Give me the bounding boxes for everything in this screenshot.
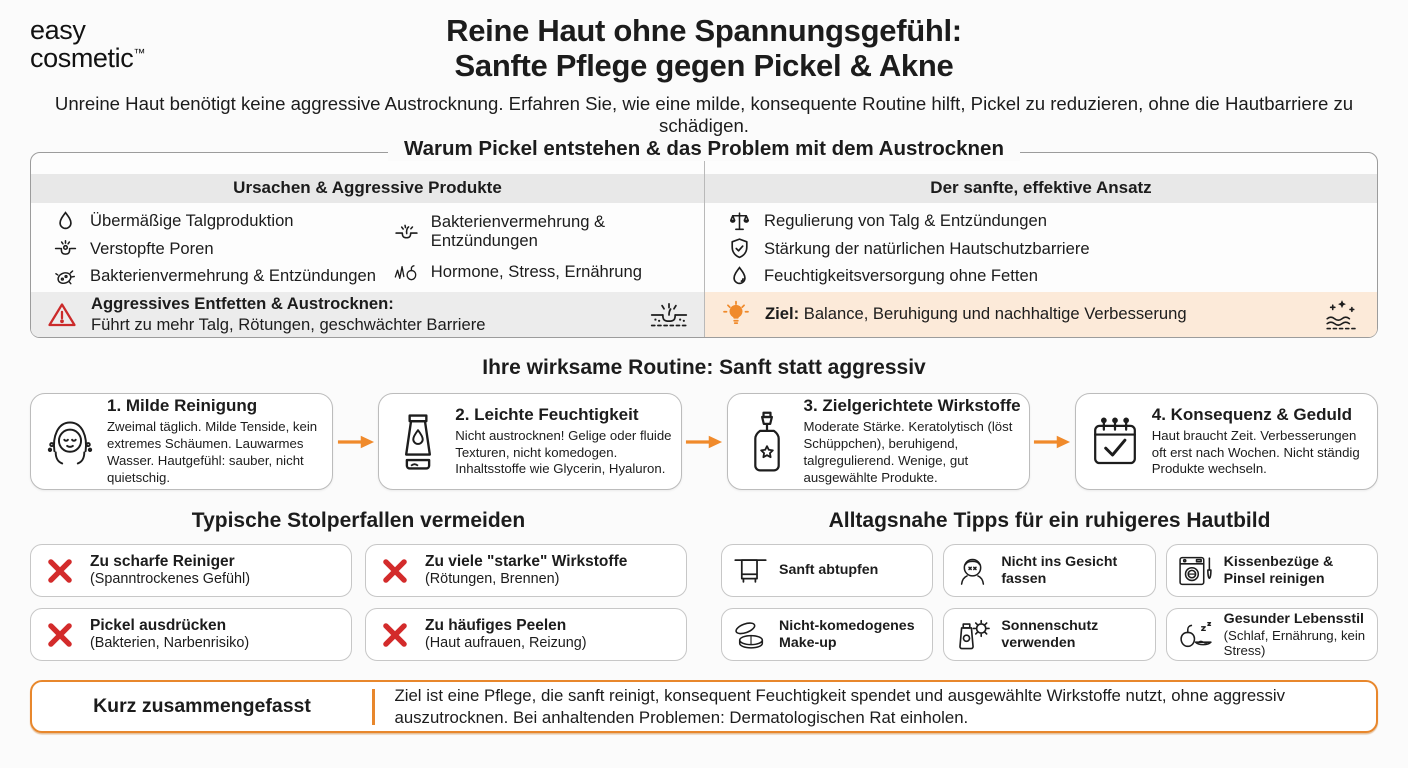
- pitfall-title: Pickel ausdrücken: [90, 616, 227, 634]
- trademark-symbol: ™: [133, 46, 146, 61]
- approach-column-header: Der sanfte, effektive Ansatz: [705, 174, 1377, 203]
- approach-label: Regulierung von Talg & Entzündungen: [764, 211, 1047, 231]
- pitfall-card: [30, 608, 352, 661]
- balance-scale-icon: [727, 209, 752, 234]
- problem-section-title: Warum Pickel entstehen & das Problem mit dem Austrocknen: [388, 137, 1020, 161]
- lightbulb-icon: [720, 300, 752, 330]
- tip-label: Gesunder Lebensstil: [1223, 611, 1364, 628]
- cause-label: Hormone, Stress, Ernährung: [430, 262, 642, 282]
- pitfall-subtitle: (Spanntrockenes Gefühl): [90, 571, 250, 588]
- calendar-check-icon: [1089, 410, 1141, 474]
- glowing-skin-icon: [1321, 296, 1363, 334]
- pitfall-title: Zu häufiges Peelen: [425, 616, 567, 634]
- tip-label: Sonnenschutz verwenden: [1001, 618, 1099, 651]
- sunscreen-icon: [954, 617, 991, 653]
- step-title: 2. Leichte Feuchtigkeit: [455, 404, 639, 424]
- problem-section: [30, 137, 1378, 338]
- step-title: 3. Zielgerichtete Wirkstoffe: [803, 396, 1021, 416]
- causes-column-header: Ursachen & Aggressive Produkte: [31, 174, 704, 203]
- towel-icon: [732, 553, 769, 589]
- routine-step-1: [30, 393, 333, 490]
- washing-machine-icon: [1177, 553, 1214, 589]
- cause-item: [394, 260, 696, 285]
- goal-text-line: [765, 304, 1187, 324]
- routine-heading: Ihre wirksame Routine: Sanft statt aggressiv: [482, 356, 926, 379]
- cross-icon: [381, 557, 409, 585]
- step-text: Haut braucht Zeit. Verbesserungen oft erst nach Wochen. Nicht ständig Produkte wechseln.: [1151, 427, 1360, 477]
- tips-section: [721, 509, 1378, 661]
- brand-logo: [30, 16, 145, 72]
- routine-section: [30, 356, 1378, 490]
- tip-card: [721, 608, 933, 661]
- approach-column: [704, 153, 1377, 337]
- tip-label: Sanft abtupfen: [779, 562, 879, 579]
- warning-text: Führt zu mehr Talg, Rötungen, geschwächter Barriere: [91, 314, 486, 334]
- page-subtitle: Unreine Haut benötigt keine aggressive Austrocknung. Erfahren Sie, wie eine milde, konsequente Routine hilft, Pickel zu reduzieren, ohne die Hautbarriere zu schädigen.: [54, 92, 1354, 136]
- tip-label: Nicht-komedogenes Make-up: [779, 618, 915, 651]
- bottom-sections: [30, 509, 1378, 661]
- pitfall-title: Zu scharfe Reiniger: [90, 552, 235, 570]
- causes-column: [31, 153, 704, 337]
- tip-card: [943, 544, 1155, 597]
- routine-step-2: [378, 393, 681, 490]
- clogged-pore-icon: [53, 236, 78, 261]
- approach-item: [727, 236, 1369, 261]
- no-touch-face-icon: [954, 553, 991, 589]
- approach-item: [727, 264, 1369, 289]
- serum-bottle-icon: [741, 410, 793, 474]
- tip-card: [1166, 608, 1378, 661]
- makeup-compact-icon: [732, 617, 769, 653]
- dry-skin-icon: [648, 296, 690, 334]
- pitfalls-heading: Typische Stolperfallen vermeiden: [191, 509, 526, 532]
- summary-text: Ziel ist eine Pflege, die sanft reinigt, konsequent Feuchtigkeit spendet und ausgewählte Wirkstoffe nutzt, ohne aggressiv auszutrocknen. Bei anhaltenden Problemen: Dermatologischen Rat einholen.: [394, 685, 1286, 727]
- tip-card: [721, 544, 933, 597]
- cause-label: Bakterienvermehrung & Entzündungen: [430, 211, 606, 250]
- warning-banner: [31, 292, 704, 337]
- approach-item: [727, 209, 1369, 234]
- cause-item: [53, 264, 394, 289]
- cross-icon: [381, 621, 409, 649]
- moisturizer-tube-icon: [392, 410, 444, 474]
- arrow-right-icon: [333, 434, 378, 450]
- step-title: 1. Milde Reinigung: [107, 396, 258, 416]
- warning-title: Aggressives Entfetten & Austrocknen:: [91, 294, 394, 314]
- approach-label: Feuchtigkeitsversorgung ohne Fetten: [764, 266, 1038, 286]
- approach-label: Stärkung der natürlichen Hautschutzbarriere: [764, 238, 1090, 258]
- header: [30, 0, 1378, 136]
- tip-label: Kissenbezüge & Pinsel reinigen: [1223, 554, 1334, 587]
- goal-title: Ziel:: [765, 304, 800, 324]
- cause-item: [53, 209, 394, 234]
- hormones-nutrition-icon: [394, 260, 419, 285]
- pitfalls-section: [30, 509, 687, 661]
- routine-step-4: [1075, 393, 1378, 490]
- tips-heading: Alltagsnahe Tipps für ein ruhigeres Hautbild: [828, 509, 1271, 532]
- goal-text: Balance, Beruhigung und nachhaltige Verbesserung: [803, 304, 1187, 324]
- cause-label: Verstopfte Poren: [90, 238, 214, 258]
- bacteria-icon: [53, 264, 78, 289]
- routine-step-3: [727, 393, 1030, 490]
- pitfall-card: [365, 608, 687, 661]
- tip-card: [1166, 544, 1378, 597]
- cause-item: [394, 213, 696, 250]
- droplet-icon: [53, 209, 78, 234]
- page-title-line1: Reine Haut ohne Spannungsgefühl:: [446, 13, 962, 48]
- pitfall-card: [30, 544, 352, 597]
- cross-icon: [46, 557, 74, 585]
- healthy-lifestyle-icon: [1177, 617, 1214, 653]
- cause-label: Übermäßige Talgproduktion: [90, 211, 294, 231]
- warning-triangle-icon: [46, 300, 78, 330]
- step-text: Zweimal täglich. Milde Tenside, kein extremes Schäumen. Lauwarmes Wasser. Hautgefühl: sauber, nicht quietschig.: [107, 419, 318, 485]
- cause-item: [53, 236, 394, 261]
- page-title-line2: Sanfte Pflege gegen Pickel & Akne: [454, 48, 954, 84]
- pitfall-subtitle: (Haut aufrauen, Reizung): [425, 635, 587, 652]
- step-text: Nicht austrocknen! Gelige oder fluide Texturen, nicht komedogen. Inhaltsstoffe wie Glycerin, Hyaluron.: [455, 427, 672, 477]
- step-title: 4. Konsequenz & Geduld: [1151, 404, 1352, 424]
- page-title: [30, 13, 1378, 84]
- arrow-right-icon: [682, 434, 727, 450]
- arrow-right-icon: [1030, 434, 1075, 450]
- summary-label: Kurz zusammengefasst: [93, 695, 311, 717]
- cross-icon: [46, 621, 74, 649]
- brand-line1: easy: [30, 15, 86, 45]
- pitfall-card: [365, 544, 687, 597]
- face-wash-icon: [44, 410, 96, 474]
- summary-banner: [30, 680, 1378, 733]
- cause-label: Bakterienvermehrung & Entzündungen: [90, 266, 376, 286]
- pitfall-subtitle: (Bakterien, Narbenrisiko): [90, 635, 250, 652]
- shield-check-icon: [727, 236, 752, 261]
- pitfall-subtitle: (Rötungen, Brennen): [425, 571, 560, 588]
- pitfall-title: Zu viele "starke" Wirkstoffe: [425, 552, 628, 570]
- tip-label: Nicht ins Gesicht fassen: [1001, 554, 1118, 587]
- tip-subtitle: (Schlaf, Ernährung, kein Stress): [1223, 627, 1366, 658]
- droplet-icon: [727, 264, 752, 289]
- tip-card: [943, 608, 1155, 661]
- step-text: Moderate Stärke. Keratolytisch (löst Schüppchen), beruhigend, talgregulierend. Wenige, gut ausgewählte Produkte.: [803, 419, 1013, 485]
- inflamed-follicle-icon: [394, 219, 419, 244]
- brand-line2: cosmetic: [30, 43, 134, 74]
- goal-banner: [705, 292, 1377, 337]
